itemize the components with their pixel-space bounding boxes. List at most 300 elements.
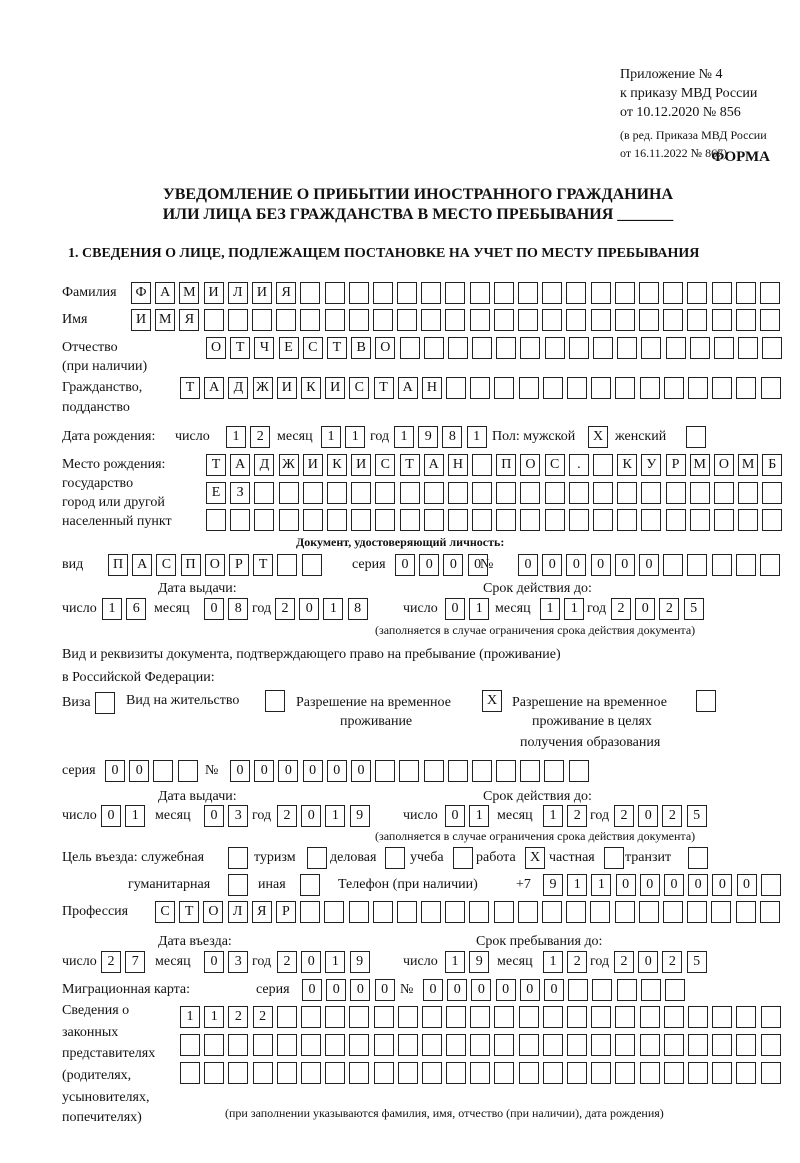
char-cell[interactable]: [253, 1034, 273, 1056]
field-surname[interactable]: [131, 282, 780, 304]
char-cell[interactable]: [470, 377, 490, 399]
field-phone[interactable]: [543, 874, 781, 896]
char-cell[interactable]: 2: [275, 598, 295, 620]
char-cell[interactable]: 0: [471, 979, 491, 1001]
char-cell[interactable]: 0: [105, 760, 125, 782]
char-cell[interactable]: 0: [616, 874, 636, 896]
char-cell[interactable]: 0: [664, 874, 684, 896]
char-cell[interactable]: 0: [520, 979, 540, 1001]
char-cell[interactable]: [375, 760, 395, 782]
char-cell[interactable]: [567, 1034, 587, 1056]
char-cell[interactable]: 0: [419, 554, 439, 576]
char-cell[interactable]: 0: [375, 979, 395, 1001]
char-cell[interactable]: [666, 509, 686, 531]
field-stay-issue-day[interactable]: [101, 805, 145, 827]
char-cell[interactable]: [519, 377, 539, 399]
char-cell[interactable]: 0: [447, 979, 467, 1001]
char-cell[interactable]: [446, 1034, 466, 1056]
char-cell[interactable]: [542, 309, 562, 331]
char-cell[interactable]: [542, 901, 562, 923]
char-cell[interactable]: Е: [279, 337, 299, 359]
char-cell[interactable]: И: [131, 309, 151, 331]
checkbox[interactable]: [385, 847, 405, 869]
char-cell[interactable]: [641, 979, 661, 1001]
char-cell[interactable]: [543, 1006, 563, 1028]
char-cell[interactable]: [253, 1062, 273, 1084]
char-cell[interactable]: [277, 1006, 297, 1028]
char-cell[interactable]: 1: [469, 598, 489, 620]
char-cell[interactable]: [228, 1062, 248, 1084]
char-cell[interactable]: О: [714, 454, 734, 476]
char-cell[interactable]: К: [617, 454, 637, 476]
char-cell[interactable]: [518, 282, 538, 304]
char-cell[interactable]: [373, 901, 393, 923]
char-cell[interactable]: О: [203, 901, 223, 923]
char-cell[interactable]: [687, 554, 707, 576]
char-cell[interactable]: [303, 509, 323, 531]
field-stay-year[interactable]: [614, 951, 707, 973]
char-cell[interactable]: 0: [230, 760, 250, 782]
char-cell[interactable]: [374, 1034, 394, 1056]
char-cell[interactable]: [301, 1006, 321, 1028]
char-cell[interactable]: 2: [101, 951, 121, 973]
char-cell[interactable]: [690, 337, 710, 359]
char-cell[interactable]: [640, 377, 660, 399]
field-entry-day[interactable]: [101, 951, 145, 973]
char-cell[interactable]: Т: [180, 377, 200, 399]
char-cell[interactable]: [761, 377, 781, 399]
char-cell[interactable]: [448, 482, 468, 504]
char-cell[interactable]: [593, 337, 613, 359]
char-cell[interactable]: .: [569, 454, 589, 476]
char-cell[interactable]: М: [155, 309, 175, 331]
char-cell[interactable]: 0: [737, 874, 757, 896]
char-cell[interactable]: [445, 282, 465, 304]
char-cell[interactable]: 0: [639, 554, 659, 576]
checkbox[interactable]: [265, 690, 285, 712]
char-cell[interactable]: [639, 901, 659, 923]
char-cell[interactable]: [711, 901, 731, 923]
char-cell[interactable]: 0: [591, 554, 611, 576]
char-cell[interactable]: 9: [469, 951, 489, 973]
char-cell[interactable]: [543, 377, 563, 399]
field-stay-valid-month[interactable]: [543, 805, 587, 827]
char-cell[interactable]: [569, 760, 589, 782]
char-cell[interactable]: [760, 554, 780, 576]
char-cell[interactable]: [470, 1006, 490, 1028]
char-cell[interactable]: [566, 309, 586, 331]
char-cell[interactable]: [375, 482, 395, 504]
char-cell[interactable]: [738, 482, 758, 504]
char-cell[interactable]: 0: [544, 979, 564, 1001]
field-stay-day[interactable]: [445, 951, 489, 973]
char-cell[interactable]: [445, 309, 465, 331]
char-cell[interactable]: [472, 760, 492, 782]
field-doc-issue-day[interactable]: [102, 598, 146, 620]
field-entry-year[interactable]: [277, 951, 370, 973]
char-cell[interactable]: 8: [442, 426, 462, 448]
char-cell[interactable]: 2: [567, 805, 587, 827]
char-cell[interactable]: [568, 979, 588, 1001]
char-cell[interactable]: [519, 1034, 539, 1056]
char-cell[interactable]: В: [351, 337, 371, 359]
char-cell[interactable]: Ж: [253, 377, 273, 399]
field-trp[interactable]: [482, 690, 502, 712]
char-cell[interactable]: [666, 337, 686, 359]
char-cell[interactable]: [400, 337, 420, 359]
char-cell[interactable]: О: [206, 337, 226, 359]
field-residence[interactable]: [265, 690, 285, 712]
char-cell[interactable]: 0: [204, 951, 224, 973]
char-cell[interactable]: [446, 1006, 466, 1028]
char-cell[interactable]: 0: [301, 805, 321, 827]
char-cell[interactable]: 6: [126, 598, 146, 620]
char-cell[interactable]: [640, 1034, 660, 1056]
char-cell[interactable]: 7: [125, 951, 145, 973]
field-patronymic[interactable]: [206, 337, 782, 359]
char-cell[interactable]: [687, 901, 707, 923]
char-cell[interactable]: 1: [540, 598, 560, 620]
char-cell[interactable]: [470, 1034, 490, 1056]
char-cell[interactable]: Т: [206, 454, 226, 476]
char-cell[interactable]: 1: [564, 598, 584, 620]
char-cell[interactable]: 0: [635, 598, 655, 620]
char-cell[interactable]: И: [277, 377, 297, 399]
char-cell[interactable]: [736, 377, 756, 399]
char-cell[interactable]: [422, 1034, 442, 1056]
char-cell[interactable]: 3: [228, 951, 248, 973]
char-cell[interactable]: [470, 1062, 490, 1084]
char-cell[interactable]: [688, 1006, 708, 1028]
char-cell[interactable]: [400, 482, 420, 504]
char-cell[interactable]: 1: [323, 598, 343, 620]
char-cell[interactable]: [446, 377, 466, 399]
char-cell[interactable]: А: [424, 454, 444, 476]
char-cell[interactable]: Л: [228, 901, 248, 923]
char-cell[interactable]: [569, 482, 589, 504]
char-cell[interactable]: [593, 509, 613, 531]
checkbox[interactable]: [604, 847, 624, 869]
char-cell[interactable]: А: [230, 454, 250, 476]
char-cell[interactable]: [592, 979, 612, 1001]
char-cell[interactable]: [664, 1034, 684, 1056]
char-cell[interactable]: [687, 282, 707, 304]
char-cell[interactable]: [520, 337, 540, 359]
char-cell[interactable]: [736, 901, 756, 923]
char-cell[interactable]: [494, 1062, 514, 1084]
char-cell[interactable]: [545, 509, 565, 531]
char-cell[interactable]: 9: [350, 951, 370, 973]
char-cell[interactable]: 2: [614, 951, 634, 973]
char-cell[interactable]: 0: [326, 979, 346, 1001]
char-cell[interactable]: [712, 1034, 732, 1056]
char-cell[interactable]: 0: [301, 951, 321, 973]
char-cell[interactable]: [761, 1034, 781, 1056]
field-sex-male[interactable]: [588, 426, 608, 448]
char-cell[interactable]: [761, 1006, 781, 1028]
char-cell[interactable]: [617, 337, 637, 359]
char-cell[interactable]: [617, 979, 637, 1001]
char-cell[interactable]: [712, 309, 732, 331]
char-cell[interactable]: [736, 1006, 756, 1028]
field-p-tourism[interactable]: [307, 847, 327, 869]
char-cell[interactable]: 1: [321, 426, 341, 448]
char-cell[interactable]: 0: [350, 979, 370, 1001]
char-cell[interactable]: [615, 377, 635, 399]
char-cell[interactable]: [277, 1062, 297, 1084]
char-cell[interactable]: 0: [395, 554, 415, 576]
char-cell[interactable]: 8: [348, 598, 368, 620]
char-cell[interactable]: 1: [467, 426, 487, 448]
char-cell[interactable]: 1: [204, 1006, 224, 1028]
char-cell[interactable]: [542, 282, 562, 304]
char-cell[interactable]: М: [690, 454, 710, 476]
field-stay-valid-year[interactable]: [614, 805, 707, 827]
char-cell[interactable]: С: [375, 454, 395, 476]
char-cell[interactable]: [424, 760, 444, 782]
char-cell[interactable]: 0: [638, 805, 658, 827]
field-name[interactable]: [131, 309, 780, 331]
char-cell[interactable]: [714, 337, 734, 359]
char-cell[interactable]: 1: [394, 426, 414, 448]
char-cell[interactable]: Я: [252, 901, 272, 923]
char-cell[interactable]: Я: [276, 282, 296, 304]
char-cell[interactable]: [494, 901, 514, 923]
char-cell[interactable]: 0: [302, 979, 322, 1001]
char-cell[interactable]: [448, 337, 468, 359]
char-cell[interactable]: И: [204, 282, 224, 304]
char-cell[interactable]: [469, 901, 489, 923]
char-cell[interactable]: [736, 1034, 756, 1056]
char-cell[interactable]: [206, 509, 226, 531]
char-cell[interactable]: 1: [102, 598, 122, 620]
char-cell[interactable]: 0: [254, 760, 274, 782]
char-cell[interactable]: 1: [445, 951, 465, 973]
checkbox[interactable]: X: [482, 690, 502, 712]
char-cell[interactable]: [496, 509, 516, 531]
char-cell[interactable]: 5: [687, 951, 707, 973]
checkbox[interactable]: [228, 847, 248, 869]
char-cell[interactable]: [153, 760, 173, 782]
char-cell[interactable]: 0: [204, 598, 224, 620]
char-cell[interactable]: [325, 282, 345, 304]
char-cell[interactable]: О: [205, 554, 225, 576]
char-cell[interactable]: [664, 1006, 684, 1028]
field-p-private[interactable]: [604, 847, 624, 869]
char-cell[interactable]: 0: [640, 874, 660, 896]
char-cell[interactable]: [398, 1062, 418, 1084]
char-cell[interactable]: [761, 874, 781, 896]
char-cell[interactable]: [591, 1062, 611, 1084]
field-birth-month[interactable]: [321, 426, 365, 448]
field-entry-month[interactable]: [204, 951, 248, 973]
char-cell[interactable]: [687, 309, 707, 331]
char-cell[interactable]: 1: [567, 874, 587, 896]
char-cell[interactable]: [204, 1062, 224, 1084]
char-cell[interactable]: 0: [518, 554, 538, 576]
char-cell[interactable]: 1: [125, 805, 145, 827]
char-cell[interactable]: [688, 1034, 708, 1056]
char-cell[interactable]: [639, 309, 659, 331]
char-cell[interactable]: [494, 282, 514, 304]
char-cell[interactable]: [327, 509, 347, 531]
char-cell[interactable]: [300, 309, 320, 331]
char-cell[interactable]: [422, 1062, 442, 1084]
field-stay-number[interactable]: [230, 760, 589, 782]
field-birth-day[interactable]: [226, 426, 270, 448]
field-birth-year[interactable]: [394, 426, 487, 448]
field-profession[interactable]: [155, 901, 780, 923]
char-cell[interactable]: [374, 1062, 394, 1084]
char-cell[interactable]: 0: [445, 598, 465, 620]
char-cell[interactable]: 2: [611, 598, 631, 620]
char-cell[interactable]: 2: [228, 1006, 248, 1028]
char-cell[interactable]: 0: [712, 874, 732, 896]
char-cell[interactable]: [470, 282, 490, 304]
char-cell[interactable]: [520, 509, 540, 531]
char-cell[interactable]: [446, 1062, 466, 1084]
char-cell[interactable]: [663, 282, 683, 304]
char-cell[interactable]: [472, 454, 492, 476]
char-cell[interactable]: П: [181, 554, 201, 576]
char-cell[interactable]: С: [303, 337, 323, 359]
field-doc-number[interactable]: [518, 554, 780, 576]
field-p-service[interactable]: [228, 847, 248, 869]
char-cell[interactable]: 0: [615, 554, 635, 576]
char-cell[interactable]: [324, 901, 344, 923]
char-cell[interactable]: 2: [659, 598, 679, 620]
char-cell[interactable]: [762, 509, 782, 531]
char-cell[interactable]: [663, 901, 683, 923]
char-cell[interactable]: [615, 901, 635, 923]
char-cell[interactable]: 2: [277, 805, 297, 827]
field-p-business[interactable]: [385, 847, 405, 869]
char-cell[interactable]: 0: [327, 760, 347, 782]
char-cell[interactable]: [688, 1062, 708, 1084]
char-cell[interactable]: З: [230, 482, 250, 504]
char-cell[interactable]: 0: [638, 951, 658, 973]
char-cell[interactable]: [424, 509, 444, 531]
char-cell[interactable]: [397, 901, 417, 923]
char-cell[interactable]: [230, 509, 250, 531]
char-cell[interactable]: [591, 309, 611, 331]
char-cell[interactable]: [762, 482, 782, 504]
char-cell[interactable]: Н: [448, 454, 468, 476]
char-cell[interactable]: И: [303, 454, 323, 476]
char-cell[interactable]: Б: [762, 454, 782, 476]
char-cell[interactable]: [714, 482, 734, 504]
char-cell[interactable]: [472, 509, 492, 531]
char-cell[interactable]: 0: [303, 760, 323, 782]
char-cell[interactable]: О: [520, 454, 540, 476]
char-cell[interactable]: [375, 509, 395, 531]
char-cell[interactable]: [591, 282, 611, 304]
char-cell[interactable]: Т: [179, 901, 199, 923]
char-cell[interactable]: [254, 509, 274, 531]
char-cell[interactable]: 1: [345, 426, 365, 448]
char-cell[interactable]: [641, 509, 661, 531]
char-cell[interactable]: [760, 309, 780, 331]
char-cell[interactable]: [665, 979, 685, 1001]
char-cell[interactable]: П: [496, 454, 516, 476]
char-cell[interactable]: Я: [179, 309, 199, 331]
char-cell[interactable]: [228, 309, 248, 331]
char-cell[interactable]: [569, 337, 589, 359]
char-cell[interactable]: [180, 1034, 200, 1056]
char-cell[interactable]: [615, 282, 635, 304]
char-cell[interactable]: 0: [101, 805, 121, 827]
char-cell[interactable]: М: [738, 454, 758, 476]
char-cell[interactable]: [544, 760, 564, 782]
char-cell[interactable]: О: [375, 337, 395, 359]
char-cell[interactable]: [472, 337, 492, 359]
char-cell[interactable]: 9: [350, 805, 370, 827]
char-cell[interactable]: [712, 377, 732, 399]
char-cell[interactable]: [617, 482, 637, 504]
char-cell[interactable]: [180, 1062, 200, 1084]
field-p-work[interactable]: [525, 847, 545, 869]
char-cell[interactable]: С: [156, 554, 176, 576]
char-cell[interactable]: [351, 482, 371, 504]
char-cell[interactable]: [738, 509, 758, 531]
char-cell[interactable]: [615, 1006, 635, 1028]
char-cell[interactable]: 9: [418, 426, 438, 448]
char-cell[interactable]: [399, 760, 419, 782]
char-cell[interactable]: Е: [206, 482, 226, 504]
char-cell[interactable]: [545, 482, 565, 504]
char-cell[interactable]: [615, 1034, 635, 1056]
field-mc-series[interactable]: [302, 979, 395, 1001]
char-cell[interactable]: [543, 1062, 563, 1084]
char-cell[interactable]: 3: [228, 805, 248, 827]
char-cell[interactable]: Т: [327, 337, 347, 359]
char-cell[interactable]: 0: [278, 760, 298, 782]
char-cell[interactable]: [424, 482, 444, 504]
char-cell[interactable]: [519, 1062, 539, 1084]
char-cell[interactable]: М: [179, 282, 199, 304]
char-cell[interactable]: [228, 1034, 248, 1056]
char-cell[interactable]: [640, 1006, 660, 1028]
char-cell[interactable]: [494, 1006, 514, 1028]
char-cell[interactable]: Л: [228, 282, 248, 304]
checkbox[interactable]: [95, 692, 115, 714]
char-cell[interactable]: 0: [351, 760, 371, 782]
char-cell[interactable]: [325, 309, 345, 331]
char-cell[interactable]: 2: [250, 426, 270, 448]
char-cell[interactable]: [398, 1034, 418, 1056]
char-cell[interactable]: [400, 509, 420, 531]
char-cell[interactable]: 0: [299, 598, 319, 620]
field-doc-valid-year[interactable]: [611, 598, 704, 620]
char-cell[interactable]: [422, 1006, 442, 1028]
char-cell[interactable]: Р: [229, 554, 249, 576]
char-cell[interactable]: [279, 482, 299, 504]
char-cell[interactable]: [736, 554, 756, 576]
char-cell[interactable]: 0: [688, 874, 708, 896]
char-cell[interactable]: 9: [543, 874, 563, 896]
char-cell[interactable]: [325, 1062, 345, 1084]
char-cell[interactable]: И: [351, 454, 371, 476]
char-cell[interactable]: [712, 554, 732, 576]
char-cell[interactable]: [374, 1006, 394, 1028]
field-doc-valid-month[interactable]: [540, 598, 584, 620]
char-cell[interactable]: А: [155, 282, 175, 304]
char-cell[interactable]: [617, 509, 637, 531]
char-cell[interactable]: [545, 337, 565, 359]
char-cell[interactable]: [204, 1034, 224, 1056]
char-cell[interactable]: [448, 760, 468, 782]
checkbox[interactable]: [300, 874, 320, 896]
